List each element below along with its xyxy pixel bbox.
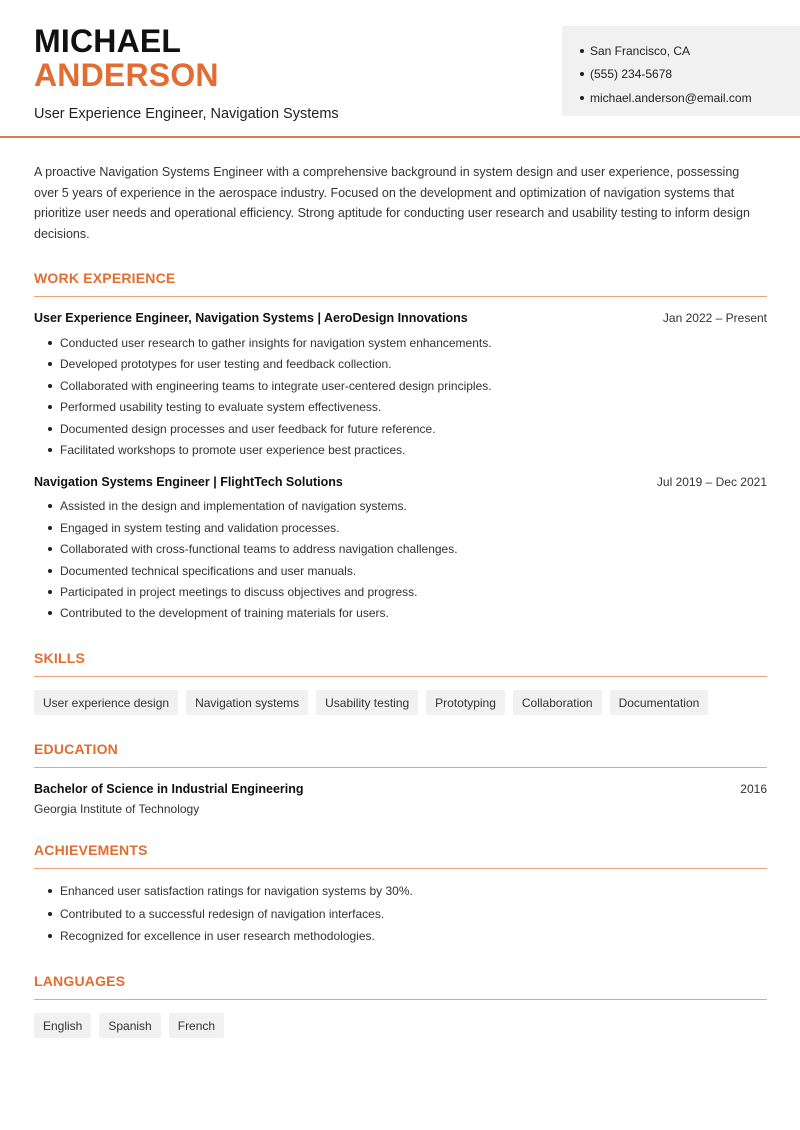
bullet-text: Collaborated with cross-functional teams to address navigation challenges.	[60, 542, 458, 557]
resume-header	[0, 0, 800, 138]
section-title-skills: SKILLS	[34, 650, 767, 677]
contact-location	[580, 39, 800, 63]
list-item	[34, 880, 767, 902]
last-name: ANDERSON	[34, 57, 219, 93]
bullet-text: Conducted user research to gather insights for navigation system enhancements.	[60, 336, 492, 351]
first-name: MICHAEL	[34, 23, 182, 59]
skill-chip: Usability testing	[316, 690, 418, 715]
job-dates: Jan 2022 – Present	[662, 311, 767, 326]
skills-list	[34, 690, 767, 715]
bullet-icon	[48, 362, 52, 366]
education-header	[34, 782, 767, 796]
contact-phone	[580, 63, 800, 87]
languages-list	[34, 1013, 767, 1038]
bullet-text: Contributed to the development of training materials for users.	[60, 606, 389, 621]
section-title-work: WORK EXPERIENCE	[34, 270, 767, 297]
bullet-text: Performed usability testing to evaluate system effectiveness.	[60, 400, 382, 415]
list-item	[34, 560, 767, 581]
bullet-icon	[48, 934, 52, 938]
language-chip: English	[34, 1013, 91, 1038]
job-dates: Jul 2019 – Dec 2021	[656, 474, 767, 489]
list-item	[34, 925, 767, 947]
bullet-text: Recognized for excellence in user research methodologies.	[60, 929, 375, 944]
job-entry	[34, 475, 767, 624]
skill-chip: Documentation	[610, 690, 709, 715]
bullet-icon	[48, 547, 52, 551]
job-role: Navigation Systems Engineer | FlightTech Solutions	[34, 474, 343, 489]
email-text: michael.anderson@email.com	[590, 90, 752, 105]
list-item	[34, 581, 767, 602]
job-entry	[34, 311, 767, 460]
list-item	[34, 375, 767, 396]
job-role: User Experience Engineer, Navigation Systems | AeroDesign Innovations	[34, 311, 468, 326]
bullet-text: Engaged in system testing and validation processes.	[60, 520, 340, 535]
bullet-icon	[48, 427, 52, 431]
list-item	[34, 496, 767, 517]
bullet-text: Facilitated workshops to promote user experience best practices.	[60, 443, 406, 458]
bullet-icon	[580, 96, 584, 100]
bullet-icon	[48, 611, 52, 615]
language-chip: French	[169, 1013, 224, 1038]
job-bullets	[34, 332, 767, 460]
summary: A proactive Navigation Systems Engineer with a comprehensive background in system design and user experience, possessing over 5 years of experience in the aerospace industry. Focused on the development and optimization of navigation systems that prioritize user needs and operational efficiency. Strong aptitude for conducting user research and usability testing to inform design decisions.	[34, 165, 750, 241]
list-item	[34, 603, 767, 624]
bullet-icon	[48, 569, 52, 573]
section-title-achievements: ACHIEVEMENTS	[34, 842, 767, 869]
achievements-list	[34, 880, 767, 947]
bullet-text: Participated in project meetings to discuss objectives and progress.	[60, 584, 418, 599]
education-year: 2016	[740, 782, 767, 797]
list-item	[34, 397, 767, 418]
job-header	[34, 311, 767, 325]
bullet-icon	[48, 889, 52, 893]
bullet-icon	[580, 72, 584, 76]
education-entry	[34, 782, 767, 816]
section-title-languages: LANGUAGES	[34, 973, 767, 1000]
skill-chip: Collaboration	[513, 690, 602, 715]
list-item	[34, 332, 767, 353]
bullet-icon	[48, 504, 52, 508]
bullet-text: Contributed to a successful redesign of navigation interfaces.	[60, 906, 385, 921]
bullet-text: Enhanced user satisfaction ratings for navigation systems by 30%.	[60, 884, 413, 899]
skill-chip: User experience design	[34, 690, 178, 715]
bullet-text: Documented technical specifications and user manuals.	[60, 563, 357, 578]
list-item	[34, 902, 767, 924]
bullet-icon	[48, 590, 52, 594]
bullet-icon	[48, 405, 52, 409]
bullet-icon	[48, 526, 52, 530]
skill-chip: Prototyping	[426, 690, 505, 715]
bullet-text: Documented design processes and user feedback for future reference.	[60, 421, 436, 436]
bullet-icon	[580, 49, 584, 53]
name-block	[34, 24, 339, 122]
list-item	[34, 418, 767, 439]
school: Georgia Institute of Technology	[34, 802, 200, 817]
contact-box	[562, 26, 800, 116]
list-item	[34, 439, 767, 460]
job-header	[34, 475, 767, 489]
job-title: User Experience Engineer, Navigation Systems	[34, 106, 339, 122]
bullet-text: Assisted in the design and implementation of navigation systems.	[60, 499, 407, 514]
contact-email	[580, 86, 800, 110]
bullet-icon	[48, 448, 52, 452]
bullet-icon	[48, 341, 52, 345]
section-title-education: EDUCATION	[34, 741, 767, 768]
list-item	[34, 354, 767, 375]
skill-chip: Navigation systems	[186, 690, 308, 715]
list-item	[34, 517, 767, 538]
bullet-icon	[48, 384, 52, 388]
phone-text: (555) 234-5678	[590, 67, 673, 82]
bullet-text: Developed prototypes for user testing and feedback collection.	[60, 357, 392, 372]
job-bullets	[34, 496, 767, 624]
list-item	[34, 539, 767, 560]
bullet-text: Collaborated with engineering teams to integrate user-centered design principles.	[60, 378, 492, 393]
degree: Bachelor of Science in Industrial Engineering	[34, 782, 304, 797]
location-text: San Francisco, CA	[590, 43, 691, 58]
bullet-icon	[48, 912, 52, 916]
resume-content	[34, 162, 767, 1038]
language-chip: Spanish	[99, 1013, 160, 1038]
